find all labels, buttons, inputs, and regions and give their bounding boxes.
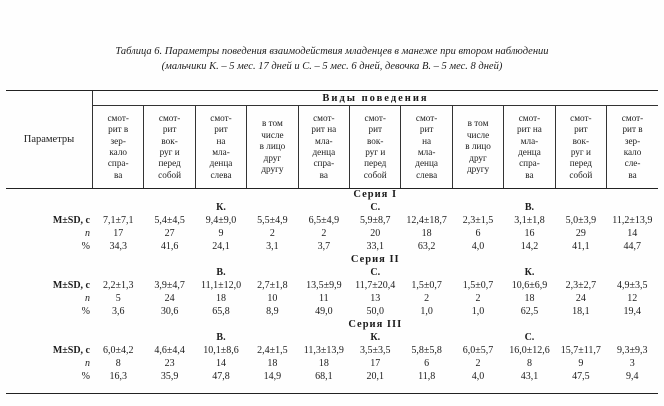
series-title: Серия I [353,189,398,200]
table-cell: 10 [267,293,278,304]
table-cell: 12,4±18,7 [406,215,447,226]
column-header-line: собой [363,169,387,180]
column-header-line: зер- [110,135,126,146]
column-header-line: денца [518,147,541,157]
column-header-line: смот- [210,112,232,123]
table-cell: 11 [319,293,329,304]
caption-line-2: (мальчики К. – 5 мес. 17 дней и С. – 5 мес. 6 дней, девочка В. – 5 мес. 8 дней) [161,61,503,72]
table-cell: 65,8 [212,306,230,317]
table-cell: 44,7 [623,241,642,252]
column-header [350,106,401,189]
subject-name [93,331,196,344]
behavior-table [6,91,658,383]
data-row [6,292,658,305]
subject-name [555,331,658,344]
data-row [6,214,658,227]
table-cell: 14 [216,358,227,369]
table-cell: 5,5±4,9 [257,215,288,226]
table-cell: 10,6±6,9 [511,280,548,291]
column-header-line: мла- [520,135,539,146]
row-label [6,279,93,292]
column-header [555,106,606,189]
series-spacer [6,188,93,201]
row-label [6,357,93,370]
table-cell: 34,3 [109,241,127,252]
table-cell: 3,1±1,8 [514,215,545,226]
subject-name [93,266,196,279]
table-cell: 2 [424,293,430,304]
row-label-text: M±SD, c [52,345,90,356]
table-cell: 2 [269,228,275,239]
column-header-line: руг и [570,147,591,157]
column-header-line: мла- [417,147,436,157]
column-header-line: спра- [519,158,540,169]
table-cell: 5,8±5,8 [411,345,442,356]
table-cell: 11,8 [418,371,436,382]
table-cell: 18 [267,358,278,369]
table-cell: 47,8 [212,371,230,382]
table-cell: 9,4±9,0 [205,215,237,226]
subject-spacer [6,266,93,279]
row-label-text: % [81,371,90,382]
subject-spacer [6,201,93,214]
column-header-line: числе [466,129,490,140]
caption-label: Таблица 6. [115,46,163,57]
table-cell: 41,1 [572,241,590,252]
row-label-text: n [85,228,90,239]
subject-name [247,331,350,344]
table-cell: 5,4±4,5 [154,215,185,226]
header-row-columns [6,106,658,189]
table-cell: 63,2 [417,241,436,252]
column-header-line: смот- [415,112,438,123]
subject-spacer [6,331,93,344]
column-header-line: на [422,135,432,146]
column-header-line: друг [469,152,487,163]
group-header: Виды поведения [93,91,659,106]
table-cell: 20,1 [366,371,384,382]
table-cell: 23 [164,358,175,369]
table-cell: 4,0 [471,241,485,252]
subject-name: С. [370,202,381,213]
table-cell: 15,7±11,7 [560,345,601,356]
column-header-line: рит в [108,124,129,135]
table-cell: 10,1±8,6 [203,345,239,356]
table-cell: 43,1 [520,371,539,382]
column-header-line: кало [109,147,128,157]
table-cell: 2,7±1,8 [257,280,288,291]
subject-name [401,266,504,279]
table-cell: 3 [629,358,635,369]
table-cell: 9,3±9,3 [617,345,648,356]
table-cell: 5,0±3,9 [565,215,597,226]
table-cell: 2,4±1,5 [257,345,288,356]
column-header-line: смот- [518,112,541,123]
column-header-line: спра- [107,158,129,169]
column-header-line: вок- [367,135,384,146]
table-cell: 4,6±4,4 [154,345,185,356]
subject-name [93,201,196,214]
row-label-text: n [85,358,90,369]
table-cell: 18 [524,293,535,304]
row-label [6,305,93,318]
header-row-group [6,91,658,106]
series-spacer [6,253,93,266]
data-row [6,279,658,292]
column-header [195,106,246,189]
column-header-line: смот- [107,112,129,123]
table-cell: 2,3±1,5 [462,215,494,226]
column-header-line: денца [312,147,336,157]
data-row [6,344,658,357]
column-header-line: перед [569,158,592,169]
column-header-line: ва [628,169,637,180]
row-label [6,370,93,383]
column-header-line: другу [261,164,284,175]
row-label-text: M±SD, c [52,215,90,226]
table-cell: 24 [164,293,175,304]
series-row [6,188,658,201]
bottom-rule [6,393,658,394]
table-cell: 2,3±2,7 [565,280,597,291]
column-header [452,106,503,189]
table-cell: 11,1±12,0 [200,280,242,291]
subject-name [247,266,350,279]
column-header-line: вок- [572,135,590,146]
column-header-line: в том [262,118,283,129]
column-header [607,106,658,189]
table-cell: 14,2 [520,241,539,252]
column-header-line: в лицо [465,141,491,152]
table-cell: 16,0±12,6 [509,345,550,356]
subject-name: К. [524,267,535,278]
table-cell: 3,5±3,5 [359,345,391,356]
table-cell: 3,9±4,7 [154,280,185,291]
table-cell: 47,5 [572,371,590,382]
subject-name [247,201,350,214]
data-row [6,370,658,383]
table-cell: 4,9±3,5 [617,280,648,291]
column-header-line: мла- [315,135,333,146]
subject-name: С. [524,332,535,343]
subject-name [401,331,504,344]
series-row [6,318,658,331]
table-cell: 49,0 [315,306,333,317]
column-header-line: денца [209,158,233,169]
column-header-line: собой [158,169,182,180]
table-cell: 2,2±1,3 [102,280,134,291]
table-cell: 14 [627,228,638,239]
table-cell: 20 [370,228,381,239]
table-cell: 11,3±13,9 [303,345,344,356]
column-header-line: спра- [313,158,335,169]
column-header-line: рит на [311,124,337,135]
subject-name [555,266,658,279]
table-cell: 27 [164,228,175,239]
table-cell: 3,1 [266,241,279,252]
column-header-line: ва [525,169,534,180]
row-label [6,227,93,240]
subject-name: В. [524,202,535,213]
column-header-line: ва [114,169,123,180]
column-header-line: перед [364,158,387,169]
column-header-line: зер- [624,135,641,146]
table-cell: 18 [421,228,432,239]
table-cell: 18,1 [572,306,590,317]
column-header-line: кало [623,147,642,157]
caption-title: Параметры поведения взаимодействия младенцев в манеже при втором наблюдении [164,46,549,57]
table-cell: 62,5 [520,306,539,317]
column-header-line: смот- [158,112,181,123]
table-cell: 30,6 [160,306,179,317]
column-header-line: рит [162,124,177,135]
column-header [93,106,144,189]
subject-row [6,331,658,344]
table-cell: 33,1 [366,241,384,252]
row-label-text: % [81,306,90,317]
table-cell: 24,1 [212,241,230,252]
column-header [298,106,349,189]
table-cell: 1,0 [420,306,433,317]
row-label-text: % [81,241,90,252]
series-title: Серия III [348,319,403,330]
table-caption [0,44,664,74]
column-header-line: собой [569,169,593,180]
table-cell: 24 [575,293,586,304]
table-cell: 8 [115,358,121,369]
table-cell: 8,9 [266,306,279,317]
column-header [144,106,195,189]
table-cell: 3,6 [111,306,125,317]
table-cell: 4,0 [471,371,485,382]
table-cell: 41,6 [160,241,179,252]
subject-name [401,201,504,214]
column-header-line: друг [263,152,282,163]
column-header [401,106,452,189]
caption-line-1 [0,44,664,59]
table-cell: 8 [526,358,532,369]
table-cell: 2 [475,293,481,304]
column-header-line: в том [467,118,489,129]
column-header-line: вок- [161,135,178,146]
column-header-line: денца [415,158,438,169]
column-header-line: рит в [622,124,643,135]
table-cell: 7,1±7,1 [102,215,134,226]
table-cell: 1,0 [471,306,485,317]
column-header-line: смот- [364,112,386,123]
table-cell: 12 [627,293,638,304]
data-row [6,305,658,318]
table-cell: 6 [424,358,430,369]
table-cell: 35,9 [160,371,179,382]
table-cell: 9,4 [626,371,639,382]
data-row [6,240,658,253]
row-label-text: n [85,293,90,304]
column-header-line: смот- [570,112,592,123]
subject-name: В. [216,332,226,343]
column-header-line: в лицо [259,141,286,152]
table-cell: 3,7 [317,241,331,252]
row-label [6,344,93,357]
subject-name: С. [370,267,381,278]
series-title: Серия II [350,254,400,265]
table-cell: 29 [575,228,586,239]
row-label [6,292,93,305]
column-header-line: руг и [365,147,386,157]
table-cell: 1,5±0,7 [411,280,442,291]
param-header: Параметры [6,91,93,188]
table-cell: 9 [218,228,224,239]
column-header [504,106,555,189]
column-header-line: рит [368,124,382,135]
row-label-text: M±SD, c [52,280,90,291]
column-header-line: рит [214,124,228,135]
column-header-line: числе [261,129,284,140]
table-cell: 2 [475,358,481,369]
column-header-line: на [216,135,226,146]
subject-row [6,201,658,214]
column-header-line: рит [419,124,434,135]
column-header [247,106,298,189]
table-cell: 11,2±13,9 [612,215,653,226]
subject-name [555,201,658,214]
column-header-line: смот- [313,112,335,123]
table-cell: 1,5±0,7 [462,280,494,291]
table-cell: 9 [578,358,584,369]
column-header-line: смот- [621,112,644,123]
table-cell: 50,0 [366,306,384,317]
row-label [6,240,93,253]
table-cell: 11,7±20,4 [355,280,396,291]
column-header-line: слева [416,169,438,180]
table-cell: 17 [370,358,381,369]
row-label [6,214,93,227]
table-cell: 13,5±9,9 [306,280,342,291]
table-cell: 19,4 [623,306,642,317]
table-cell: 16 [524,228,535,239]
table-cell: 5 [115,293,121,304]
table-cell: 13 [370,293,381,304]
column-header-line: перед [158,158,181,169]
table-cell: 16,3 [109,371,127,382]
subject-name: К. [216,202,226,213]
column-header-line: ва [319,169,328,180]
column-header-line: мла- [212,147,230,157]
table-cell: 6 [475,228,481,239]
table-cell: 6,0±4,2 [102,345,134,356]
column-header-line: руг и [159,147,180,157]
table-cell: 6,0±5,7 [462,345,494,356]
column-header-line: другу [466,164,490,175]
table-cell: 18 [216,293,227,304]
table-cell: 6,5±4,9 [308,215,340,226]
table-cell: 17 [113,228,124,239]
table-cell: 5,9±8,7 [359,215,391,226]
subject-name: В. [216,267,226,278]
subject-name: К. [370,332,381,343]
column-header-line: слева [210,169,232,180]
column-header-line: рит [574,124,588,135]
series-row [6,253,658,266]
data-row [6,227,658,240]
table-cell: 18 [318,358,329,369]
table-cell: 68,1 [315,371,333,382]
subject-row [6,266,658,279]
column-header-line: сле- [624,158,641,169]
series-spacer [6,318,93,331]
table-cell: 2 [321,228,327,239]
data-row [6,357,658,370]
column-header-line: рит на [517,124,542,135]
table-cell: 14,9 [263,371,282,382]
